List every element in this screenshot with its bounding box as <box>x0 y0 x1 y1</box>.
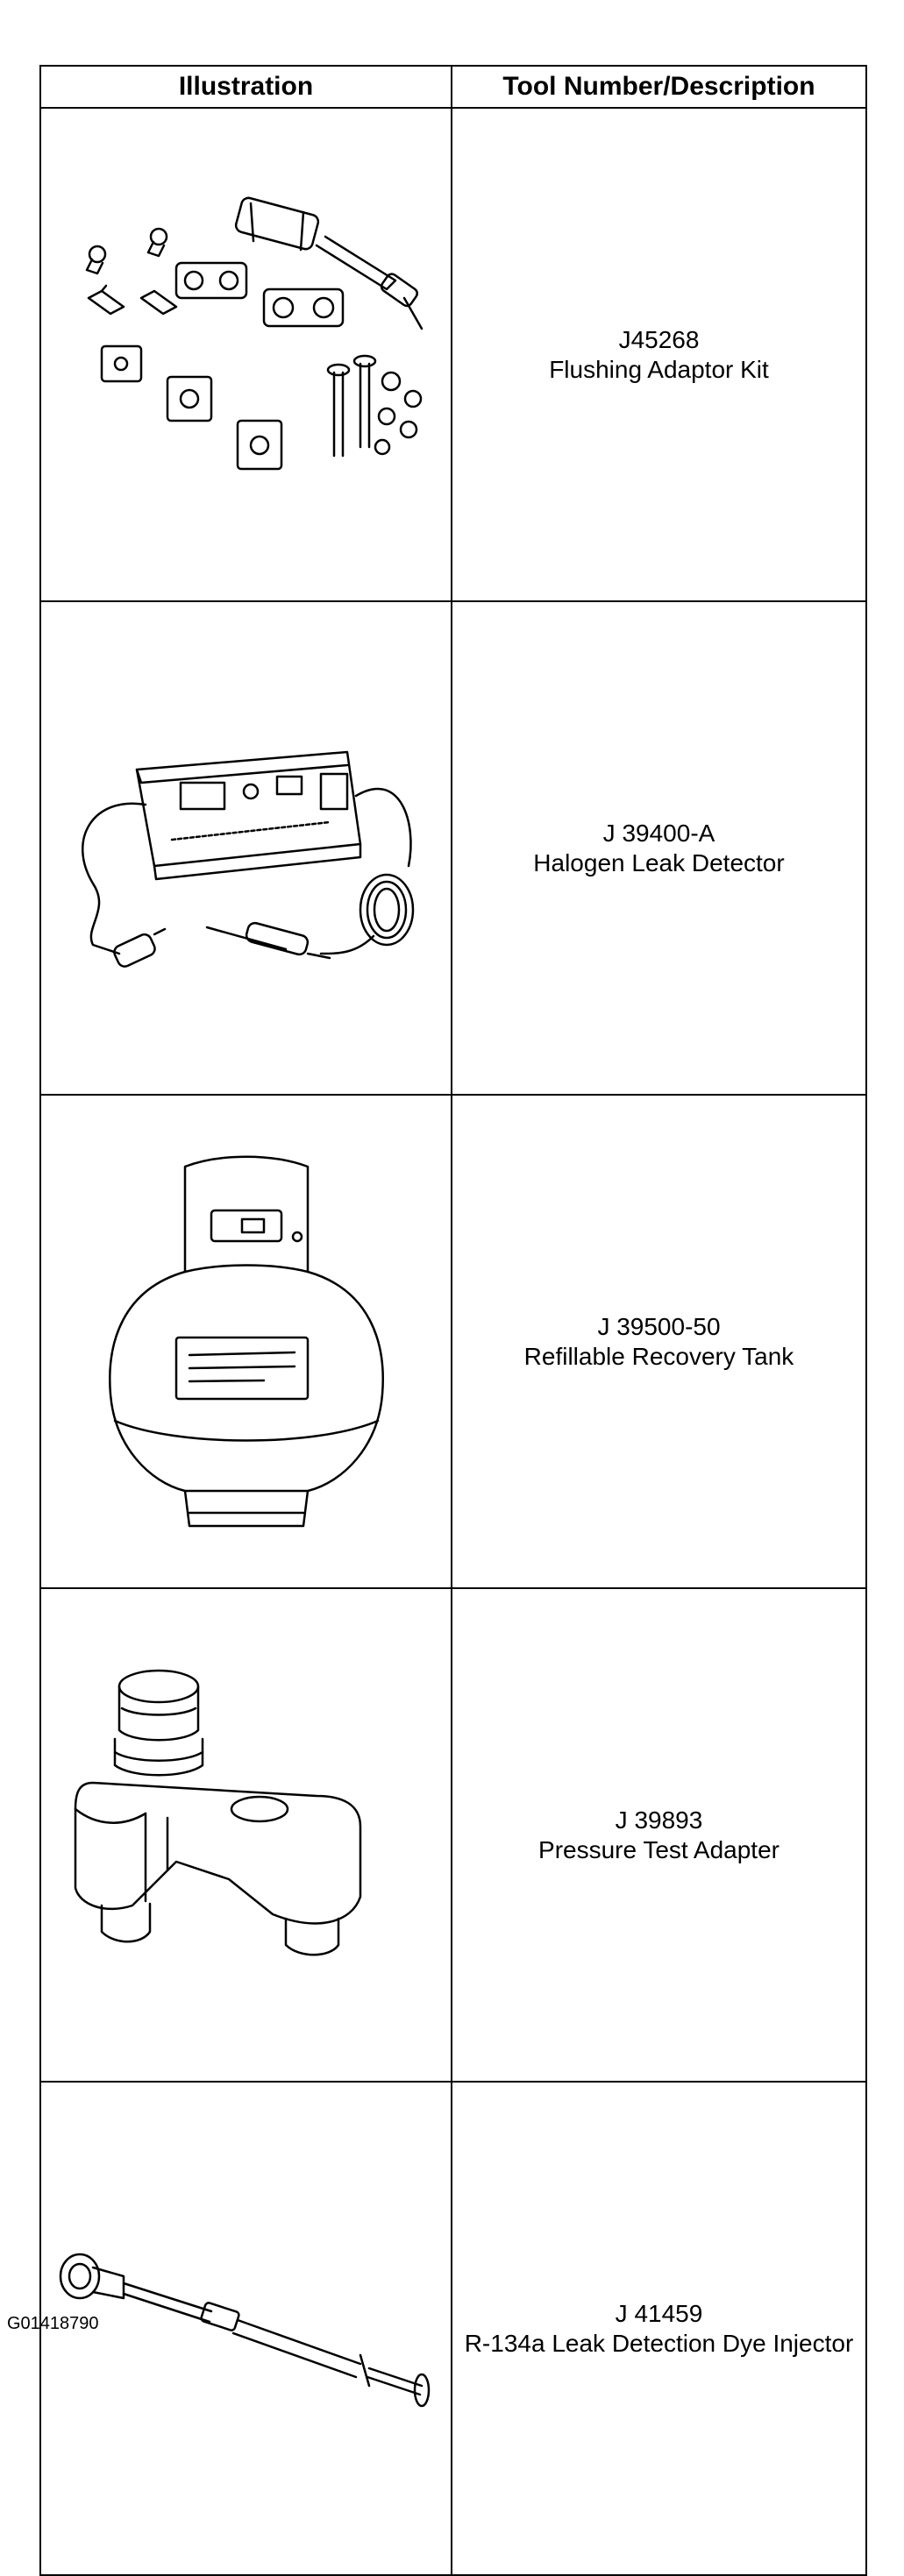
recovery-tank-illustration-icon <box>89 1132 404 1552</box>
tool-description: Pressure Test Adapter <box>538 1835 779 1863</box>
description-cell <box>452 1095 866 1588</box>
halogen-leak-detector-illustration-icon <box>58 691 435 1006</box>
tool-number: J 39400-A <box>602 819 715 847</box>
tool-number: J 41459 <box>615 2299 703 2327</box>
tool-table <box>39 65 867 2576</box>
illustration-cell <box>40 1095 452 1588</box>
table-row <box>40 108 866 601</box>
dye-injector-illustration-icon <box>53 2241 439 2416</box>
illustration-cell <box>40 2082 452 2575</box>
description-cell <box>452 2082 866 2575</box>
tool-description: R-134a Leak Detection Dye Injector <box>464 2329 854 2357</box>
illustration-cell <box>40 601 452 1095</box>
table-row <box>40 1095 866 1588</box>
illustration-cell <box>40 108 452 601</box>
tool-number: J 39893 <box>615 1806 703 1834</box>
illustration-cell <box>40 1588 452 2082</box>
table-row <box>40 1588 866 2082</box>
description-cell <box>452 1588 866 2082</box>
tool-number: J 39500-50 <box>597 1312 721 1340</box>
tool-number: J45268 <box>618 325 700 353</box>
table-row <box>40 601 866 1095</box>
description-cell <box>452 108 866 601</box>
header-row <box>40 66 866 108</box>
table-row <box>40 2082 866 2575</box>
header-tool-description: Tool Number/Description <box>452 66 866 108</box>
tool-description: Flushing Adaptor Kit <box>549 355 769 383</box>
header-illustration: Illustration <box>40 66 452 108</box>
pressure-test-adapter-illustration-icon <box>62 1651 431 2019</box>
tool-description: Halogen Leak Detector <box>533 848 785 876</box>
flushing-adaptor-kit-illustration-icon <box>62 167 431 543</box>
tool-description: Refillable Recovery Tank <box>523 1342 794 1370</box>
figure-code: G01418790 <box>7 2314 99 2333</box>
description-cell <box>452 601 866 1095</box>
